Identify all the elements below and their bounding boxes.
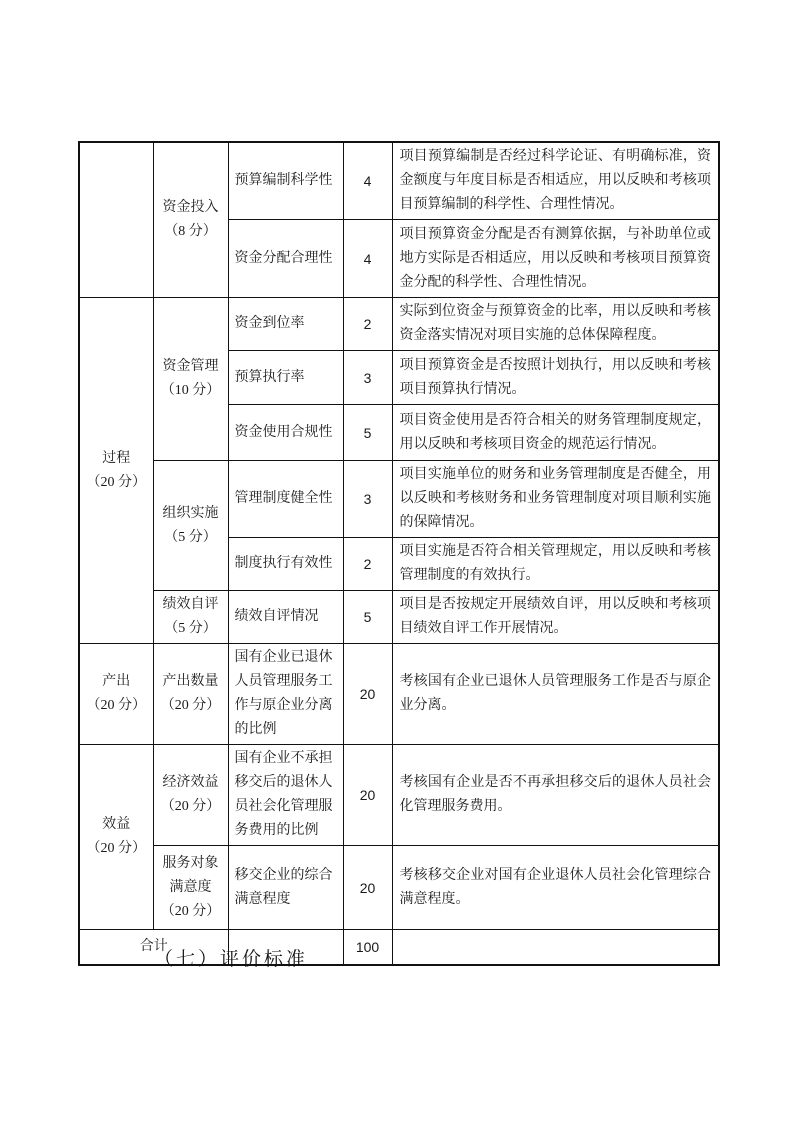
indicator-cell: 预算执行率 bbox=[228, 351, 343, 405]
indicator-cell: 管理制度健全性 bbox=[228, 461, 343, 538]
description-cell: 项目预算资金分配是否有测算依据，与补助单位或地方实际是否相适应，用以反映和考核项目预算资金分配的科学性、合理性情况。 bbox=[392, 220, 719, 298]
total-label-cell: 合计 bbox=[79, 930, 228, 965]
subcategory-cell bbox=[153, 298, 228, 461]
subcategory-label: 组织实施 bbox=[162, 505, 219, 521]
subcategory-label: 经济效益 bbox=[162, 775, 219, 790]
category-score-note: （20 分） bbox=[86, 841, 146, 856]
indicator-cell: 资金使用合规性 bbox=[228, 405, 343, 461]
table-row bbox=[79, 745, 719, 846]
subcategory-cell bbox=[153, 745, 228, 846]
score-cell: 3 bbox=[343, 351, 392, 405]
subcategory-score-note: （10 分） bbox=[160, 383, 221, 398]
subcategory-cell bbox=[153, 591, 228, 644]
total-score-cell: 100 bbox=[343, 930, 392, 965]
score-cell: 2 bbox=[343, 538, 392, 591]
indicator-cell: 资金分配合理性 bbox=[228, 220, 343, 298]
score-cell: 3 bbox=[343, 461, 392, 538]
subcategory-label: 服务对象满意度 bbox=[162, 855, 219, 895]
score-cell: 20 bbox=[343, 644, 392, 745]
description-cell: 考核国有企业已退休人员管理服务工作是否与原企业分离。 bbox=[392, 644, 719, 745]
subcategory-label: 资金管理 bbox=[162, 359, 219, 374]
subcategory-score-note: （8 分） bbox=[164, 224, 217, 239]
category-label: 过程 bbox=[102, 450, 131, 466]
description-cell: 实际到位资金与预算资金的比率，用以反映和考核资金落实情况对项目实施的总体保障程度。 bbox=[392, 298, 719, 351]
evaluation-indicator-table bbox=[78, 141, 720, 966]
indicator-cell: 移交企业的综合满意程度 bbox=[228, 846, 343, 930]
category-score-note: （20 分） bbox=[86, 474, 146, 490]
table-row bbox=[79, 298, 719, 351]
description-cell: 项目预算编制是否经过科学论证、有明确标准，资金额度与年度目标是否相适应，用以反映和考核项目预算编制的科学性、合理性情况。 bbox=[392, 142, 719, 220]
table-row bbox=[79, 142, 719, 220]
description-cell: 项目实施是否符合相关管理规定，用以反映和考核管理制度的有效执行。 bbox=[392, 538, 719, 591]
table-row bbox=[79, 461, 719, 538]
subcategory-score-note: （5 分） bbox=[164, 621, 217, 636]
indicator-cell: 国有企业不承担移交后的退休人员社会化管理服务费用的比例 bbox=[228, 745, 343, 846]
subcategory-cell bbox=[153, 846, 228, 930]
indicator-cell: 资金到位率 bbox=[228, 298, 343, 351]
subcategory-label: 绩效自评 bbox=[162, 597, 219, 612]
category-cell-blank bbox=[79, 142, 153, 298]
category-score-note: （20 分） bbox=[86, 698, 146, 713]
subcategory-score-note: （5 分） bbox=[164, 529, 217, 545]
description-cell: 考核移交企业对国有企业退休人员社会化管理综合满意程度。 bbox=[392, 846, 719, 930]
score-cell: 20 bbox=[343, 745, 392, 846]
table-row bbox=[79, 591, 719, 644]
description-cell: 考核国有企业是否不再承担移交后的退休人员社会化管理服务费用。 bbox=[392, 745, 719, 846]
description-cell: 项目是否按规定开展绩效自评，用以反映和考核项目绩效自评工作开展情况。 bbox=[392, 591, 719, 644]
category-cell-output bbox=[79, 644, 153, 745]
subcategory-label: 资金投入 bbox=[162, 200, 219, 215]
score-cell: 2 bbox=[343, 298, 392, 351]
score-cell: 20 bbox=[343, 846, 392, 930]
description-cell: 项目预算资金是否按照计划执行，用以反映和考核项目预算执行情况。 bbox=[392, 351, 719, 405]
category-cell-process bbox=[79, 298, 153, 644]
subcategory-score-note: （20 分） bbox=[160, 903, 221, 919]
indicator-cell: 国有企业已退休人员管理服务工作与原企业分离的比例 bbox=[228, 644, 343, 745]
category-label: 效益 bbox=[102, 817, 131, 832]
subcategory-cell bbox=[153, 644, 228, 745]
score-cell: 4 bbox=[343, 142, 392, 220]
indicator-cell: 制度执行有效性 bbox=[228, 538, 343, 591]
indicator-cell: 绩效自评情况 bbox=[228, 591, 343, 644]
score-cell: 4 bbox=[343, 220, 392, 298]
description-cell: 项目资金使用是否符合相关的财务管理制度规定，用以反映和考核项目资金的规范运行情况。 bbox=[392, 405, 719, 461]
subcategory-cell bbox=[153, 461, 228, 591]
score-cell: 5 bbox=[343, 591, 392, 644]
subcategory-score-note: （20 分） bbox=[160, 799, 221, 814]
category-cell-benefit bbox=[79, 745, 153, 930]
indicator-cell: 预算编制科学性 bbox=[228, 142, 343, 220]
section-heading: （七）评价标准 bbox=[154, 949, 309, 970]
category-label: 产出 bbox=[102, 674, 131, 689]
total-description-cell-empty bbox=[392, 930, 719, 965]
subcategory-score-note: （20 分） bbox=[160, 698, 221, 713]
subcategory-label: 产出数量 bbox=[162, 674, 219, 689]
table-row bbox=[79, 644, 719, 745]
score-cell: 5 bbox=[343, 405, 392, 461]
description-cell: 项目实施单位的财务和业务管理制度是否健全，用以反映和考核财务和业务管理制度对项目顺利实施的保障情况。 bbox=[392, 461, 719, 538]
subcategory-cell bbox=[153, 142, 228, 298]
table-row bbox=[79, 846, 719, 930]
